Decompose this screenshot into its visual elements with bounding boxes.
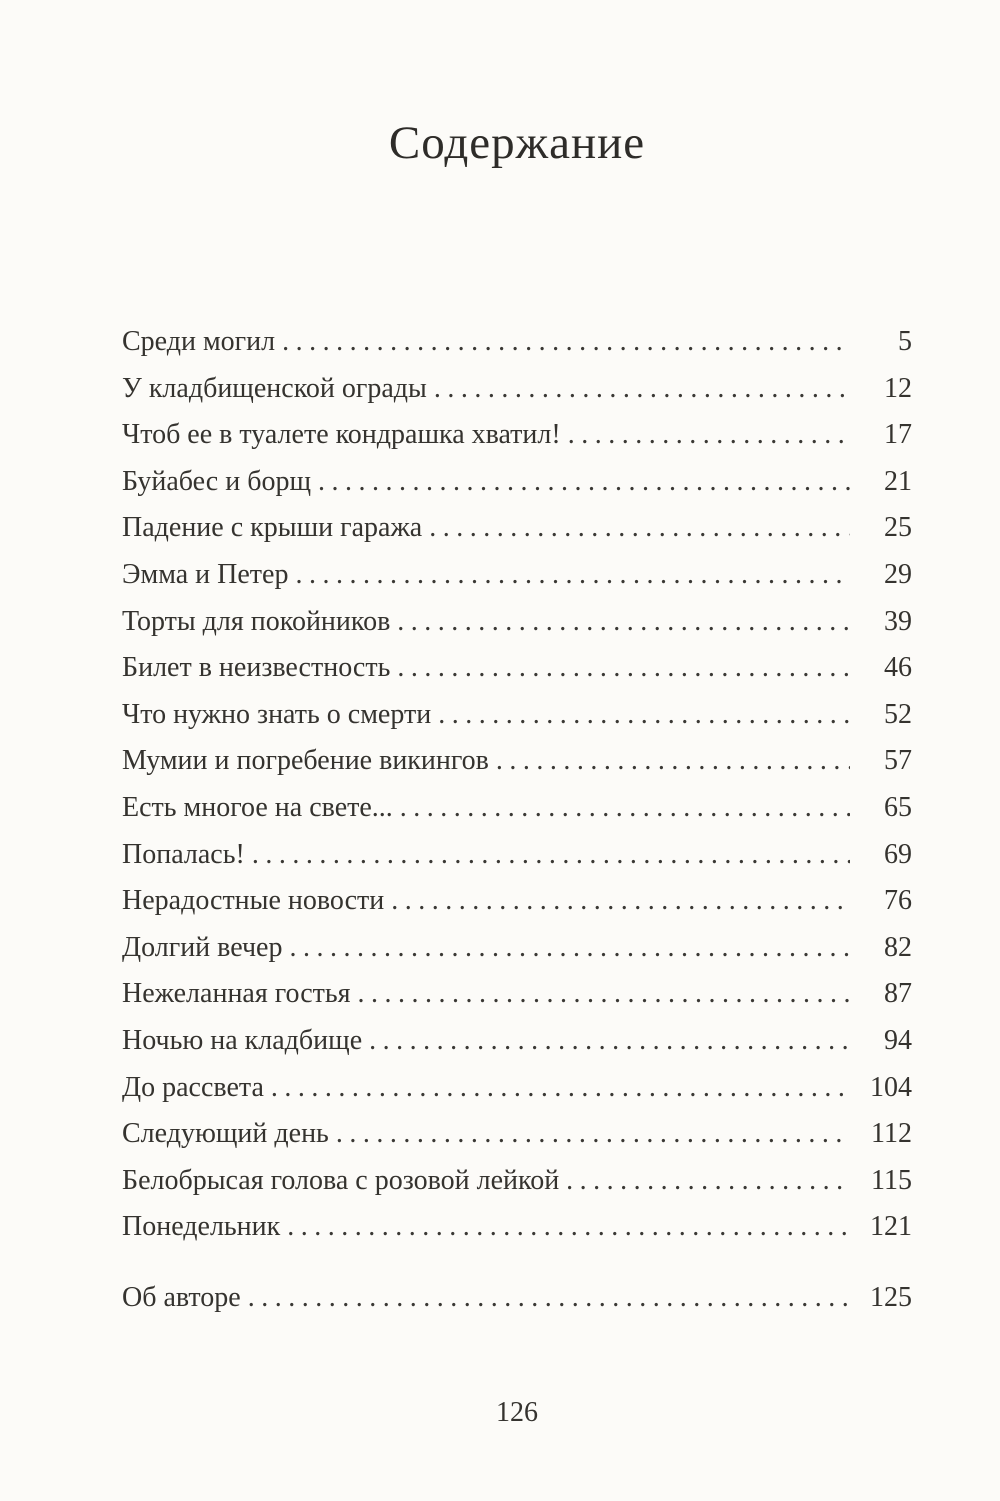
- toc-entry-page: 25: [884, 512, 912, 544]
- toc-entry: [122, 466, 912, 513]
- toc-entry-page: 12: [884, 372, 912, 404]
- toc-entry-title: Среди могил: [122, 326, 276, 358]
- toc-entry-title: Падение с крыши гаража: [122, 512, 423, 544]
- toc-entry-title: Белобрысая голова с розовой лейкой: [122, 1164, 560, 1196]
- toc-entry: [122, 606, 912, 653]
- toc-entry-page: 115: [871, 1164, 912, 1196]
- toc-entry-title: Чтоб ее в туалете кондрашка хватил!: [122, 419, 561, 451]
- dot-leader: [318, 466, 850, 498]
- dot-leader: [438, 699, 850, 731]
- toc-entry-title: Попалась!: [122, 838, 245, 870]
- toc-entry: [122, 419, 912, 466]
- toc-entry-title: Мумии и погребение викингов: [122, 745, 489, 777]
- toc-entry-page: 76: [884, 885, 912, 917]
- toc-entry-page: 57: [884, 745, 912, 777]
- toc-entry: [122, 699, 912, 746]
- toc-entry-page: 52: [884, 698, 912, 730]
- toc-entry-title: Есть многое на свете...: [122, 791, 393, 823]
- toc-entry-page: 5: [898, 326, 912, 358]
- toc-entry-page: 82: [884, 931, 912, 963]
- dot-leader: [358, 978, 850, 1010]
- dot-leader: [568, 419, 850, 451]
- toc-entry-title: Об авторе: [122, 1281, 241, 1313]
- toc-entry-title: Билет в неизвестность: [122, 652, 391, 684]
- toc-entry-title: Ночью на кладбище: [122, 1024, 363, 1056]
- table-of-contents: [122, 326, 912, 1328]
- toc-entry-page: 17: [884, 419, 912, 451]
- dot-leader: [287, 1211, 850, 1243]
- toc-entry: [122, 885, 912, 932]
- toc-entry: [122, 1118, 912, 1165]
- dot-leader: [397, 606, 850, 638]
- toc-entry-title: У кладбищенской ограды: [122, 372, 427, 404]
- toc-entry: [122, 512, 912, 559]
- toc-entry-title: Буйабес и борщ: [122, 465, 312, 497]
- toc-entry: [122, 1025, 912, 1072]
- toc-entry-title: Долгий вечер: [122, 931, 283, 963]
- dot-leader: [295, 559, 850, 591]
- dot-leader: [496, 745, 850, 777]
- dot-leader: [391, 885, 850, 917]
- toc-entry: [122, 1282, 912, 1329]
- toc-entry-page: 121: [870, 1211, 912, 1243]
- dot-leader: [566, 1165, 850, 1197]
- dot-leader: [336, 1118, 850, 1150]
- toc-entry-page: 87: [884, 978, 912, 1010]
- dot-leader: [252, 839, 850, 871]
- toc-entry-title: Следующий день: [122, 1118, 329, 1150]
- dot-leader: [289, 932, 850, 964]
- toc-entry-page: 46: [884, 652, 912, 684]
- toc-entry: [122, 978, 912, 1025]
- toc-entry-page: 112: [871, 1118, 912, 1150]
- dot-leader: [369, 1025, 850, 1057]
- toc-entry-page: 39: [884, 605, 912, 637]
- toc-entry-title: Торты для покойников: [122, 605, 391, 637]
- dot-leader: [400, 792, 850, 824]
- dot-leader: [248, 1282, 850, 1314]
- toc-entry-title: Нежеланная гостья: [122, 978, 351, 1010]
- toc-entry-page: 69: [884, 838, 912, 870]
- dot-leader: [271, 1072, 850, 1104]
- toc-entry-page: 104: [870, 1071, 912, 1103]
- toc-entry-page: 21: [884, 465, 912, 497]
- toc-entry: [122, 1165, 912, 1212]
- toc-entry: [122, 652, 912, 699]
- toc-entry-page: 65: [884, 791, 912, 823]
- toc-entry-page: 94: [884, 1024, 912, 1056]
- toc-entry-title: Эмма и Петер: [122, 559, 289, 591]
- dot-leader: [397, 652, 850, 684]
- toc-entry: [122, 373, 912, 420]
- page-title: Содержание: [388, 117, 646, 169]
- toc-entry: [122, 1072, 912, 1119]
- toc-entry-page: 125: [870, 1281, 912, 1313]
- toc-entry: [122, 559, 912, 606]
- folio-page-number: 126: [496, 1397, 538, 1428]
- toc-entry: [122, 326, 912, 373]
- dot-leader: [429, 512, 850, 544]
- toc-entry-title: До рассвета: [122, 1071, 264, 1103]
- dot-leader: [434, 373, 850, 405]
- toc-entry: [122, 792, 912, 839]
- toc-entry-title: Понедельник: [122, 1211, 281, 1243]
- toc-entry-title: Нерадостные новости: [122, 885, 385, 917]
- toc-entry: [122, 932, 912, 979]
- toc-entry: [122, 745, 912, 792]
- toc-entry: [122, 839, 912, 886]
- toc-entry-page: 29: [884, 559, 912, 591]
- toc-entry: [122, 1211, 912, 1258]
- toc-entry-title: Что нужно знать о смерти: [122, 698, 432, 730]
- dot-leader: [282, 326, 850, 358]
